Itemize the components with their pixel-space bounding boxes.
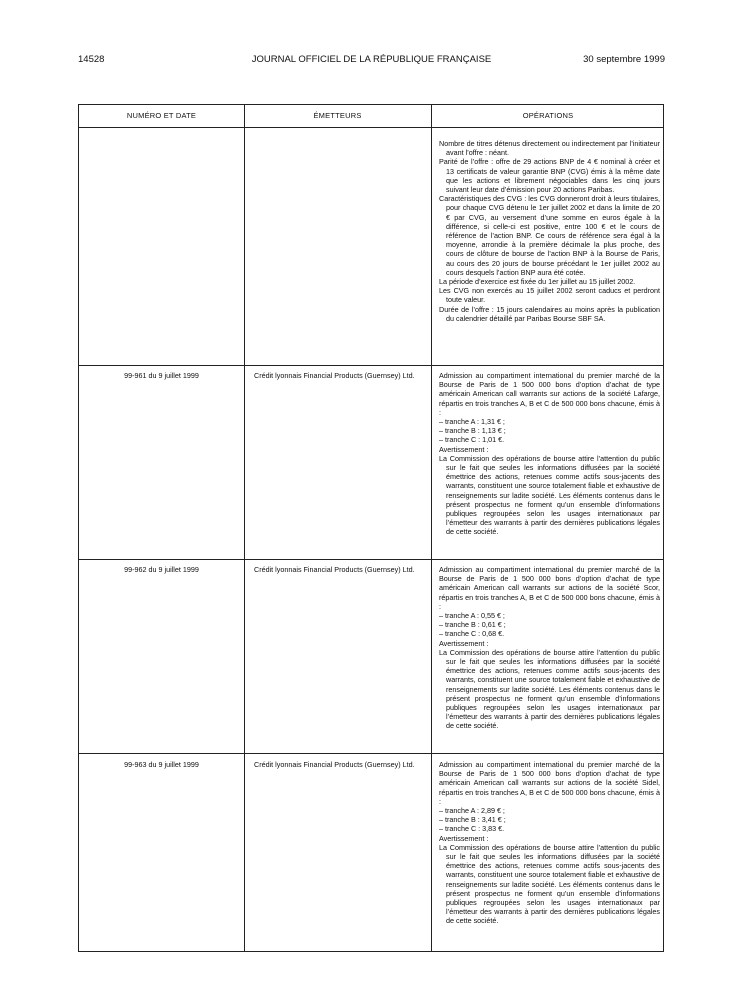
operations-paragraph: Parité de l’offre : offre de 29 actions BNP de 4 € nominal à créer et 13 certificats de valeur garantie BNP (CVG) émis à la même date que les actions et librement négociables dans les cinq jours suivant leur date d’émission pour 20 actions Paribas. — [439, 157, 660, 195]
column-divider — [431, 105, 432, 951]
column-divider — [244, 105, 245, 951]
row-issuer: Crédit lyonnais Financial Products (Guernsey) Ltd. — [254, 760, 415, 769]
operations-paragraph: La période d’exercice est fixée du 1er juillet au 15 juillet 2002. — [439, 277, 636, 287]
warning-text: La Commission des opérations de bourse attire l’attention du public sur le fait que seules les informations diffusées par la société émettrice des actions, retenues comme actifs sous-jacents des warrants, constituent une source totalement fiable et exhaustive de renseignements sur ladite société. Les éléments contenus dans le présent prospectus ne forment qu’un ensemble d’informations publiques regroupées selon les usages internationaux par l’émetteur des warrants à partir des dernières publications légales de cette société. — [439, 647, 660, 731]
continuation-operations — [439, 139, 660, 323]
warning-title: Avertissement : — [439, 444, 489, 454]
row-issuer: Crédit lyonnais Financial Products (Guernsey) Ltd. — [254, 565, 415, 574]
row-number-date: 99-963 du 9 juillet 1999 — [124, 760, 199, 769]
row-operations — [439, 565, 660, 731]
header-divider — [79, 127, 663, 128]
tranche-line: – tranche B : 3,41 € ; — [439, 815, 506, 825]
page-header — [78, 54, 665, 68]
header-number-date: NUMÉRO ET DATE — [126, 111, 197, 120]
warning-title: Avertissement : — [439, 833, 489, 843]
row-issuer: Crédit lyonnais Financial Products (Guernsey) Ltd. — [254, 371, 415, 380]
header-issuers: ÉMETTEURS — [313, 111, 362, 120]
operation-intro: Admission au compartiment international du premier marché de la Bourse de Paris de 1 500 000 bons d’option d’achat de type américain American call warrants sur actions de la société Scor, répartis en trois tranches A, B et C de 500 000 bons chacune, émis à : — [439, 565, 660, 611]
operations-paragraph: Caractéristiques des CVG : les CVG donneront droit à leurs titulaires, pour chaque CVG détenu le 1er juillet 2002 et dans la limite de 20 € par CVG, au versement d’une somme en euros égale à la différence, si celle-ci est positive, entre 100 € et le cours de référence de l’action BNP. Ce cours de référence sera égal à la moyenne, arrondie à la première décimale la plus proche, des cours de clôture de bourse de l’action BNP à la Bourse de Paris, au cours des 20 jours de bourse précédant le 1er juillet 2002 au cours desquels l’action BNP aura été cotée. — [439, 194, 660, 277]
operation-intro: Admission au compartiment international du premier marché de la Bourse de Paris de 1 500 000 bons d’option d’achat de type américain American call warrants sur actions de la société Sidel, répartis en trois tranches A, B et C de 500 000 bons chacune, émis à : — [439, 760, 660, 806]
operation-intro: Admission au compartiment international du premier marché de la Bourse de Paris de 1 500 000 bons d’option d’achat de type américain American call warrants sur actions de la société Lafarge, répartis en trois tranches A, B et C de 500 000 bons chacune, émis à : — [439, 371, 660, 417]
row-number-date: 99-962 du 9 juillet 1999 — [124, 565, 199, 574]
header-operations: OPÉRATIONS — [522, 111, 574, 120]
tranche-line: – tranche C : 0,68 €. — [439, 629, 505, 639]
tranche-line: – tranche C : 3,83 €. — [439, 824, 505, 834]
tranche-line: – tranche A : 2,89 € ; — [439, 806, 505, 816]
publication-date: 30 septembre 1999 — [583, 54, 665, 65]
tranche-line: – tranche B : 1,13 € ; — [439, 426, 506, 436]
row-operations — [439, 371, 660, 537]
tranche-line: – tranche B : 0,61 € ; — [439, 620, 506, 630]
operations-table — [78, 104, 664, 952]
row-number-date: 99-961 du 9 juillet 1999 — [124, 371, 199, 380]
operations-paragraph: Nombre de titres détenus directement ou indirectement par l’initiateur avant l’offre : néant. — [439, 139, 660, 158]
row-divider — [79, 753, 663, 754]
operations-paragraph: Les CVG non exercés au 15 juillet 2002 seront caducs et perdront toute valeur. — [439, 286, 660, 305]
journal-title: JOURNAL OFFICIEL DE LA RÉPUBLIQUE FRANÇAISE — [251, 54, 492, 65]
tranche-line: – tranche C : 1,01 €. — [439, 435, 505, 445]
operations-paragraph: Durée de l’offre : 15 jours calendaires au moins après la publication du calendrier détaillé par Paribas Bourse SBF SA. — [439, 304, 660, 323]
row-divider — [79, 559, 663, 560]
row-operations — [439, 760, 660, 926]
row-divider — [79, 365, 663, 366]
tranche-line: – tranche A : 1,31 € ; — [439, 417, 505, 427]
warning-title: Avertissement : — [439, 638, 489, 648]
warning-text: La Commission des opérations de bourse attire l’attention du public sur le fait que seules les informations diffusées par la société émettrice des actions, retenues comme actifs sous-jacents des warrants, constituent une source totalement fiable et exhaustive de renseignements sur ladite société. Les éléments contenus dans le présent prospectus ne forment qu’un ensemble d’informations publiques regroupées selon les usages internationaux par l’émetteur des warrants à partir des dernières publications légales de cette société. — [439, 453, 660, 537]
page-number: 14528 — [78, 54, 105, 65]
warning-text: La Commission des opérations de bourse attire l’attention du public sur le fait que seules les informations diffusées par la société émettrice des actions, retenues comme actifs sous-jacents des warrants, constituent une source totalement fiable et exhaustive de renseignements sur ladite société. Les éléments contenus dans le présent prospectus ne forment qu’un ensemble d’informations publiques regroupées selon les usages internationaux par l’émetteur des warrants à partir des dernières publications légales de cette société. — [439, 842, 660, 926]
tranche-line: – tranche A : 0,55 € ; — [439, 611, 505, 621]
